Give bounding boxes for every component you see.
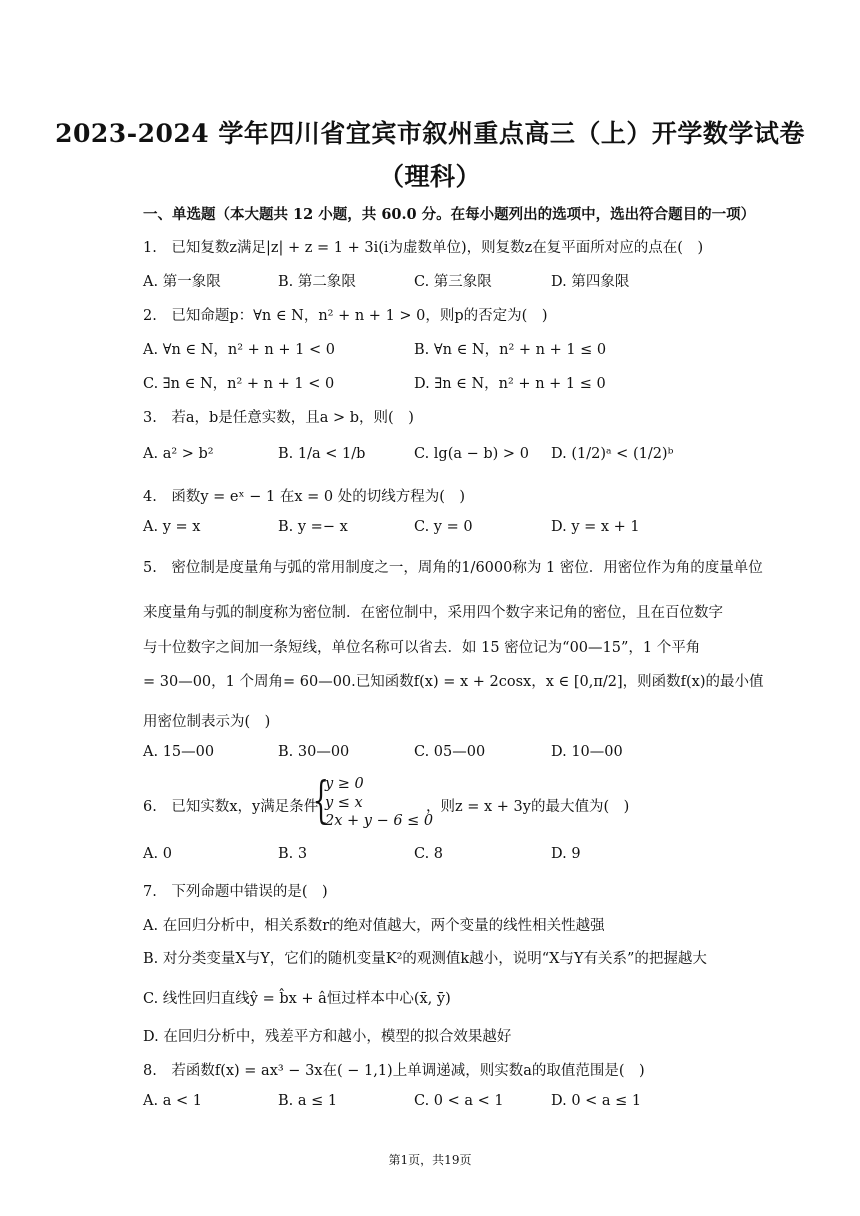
q3-option-c: C. lg(a − b) > 0 <box>414 446 529 462</box>
q5-option-d: D. 10—00 <box>551 744 623 760</box>
q1-option-a: A. 第一象限 <box>143 274 221 290</box>
q3-option-d: D. (1/2)ᵃ < (1/2)ᵇ <box>551 446 674 462</box>
question-1-stem: 1. 已知复数z满足|z| + z = 1 + 3i(i为虚数单位)，则复数z在复平面所对应的点在( ) <box>143 240 704 256</box>
question-5-line-5: 用密位制表示为( ) <box>143 714 271 730</box>
question-6-stem-left: 6. 已知实数x，y满足条件 <box>143 799 319 815</box>
q2-option-b: B. ∀n ∈ N，n² + n + 1 ≤ 0 <box>414 342 607 358</box>
q6-option-d: D. 9 <box>551 846 581 862</box>
page-footer: 第1页，共19页 <box>388 1153 472 1167</box>
q6-option-c: C. 8 <box>414 846 444 862</box>
q5-option-a: A. 15—00 <box>143 744 215 760</box>
q4-option-c: C. y = 0 <box>414 519 473 535</box>
q6-option-a: A. 0 <box>143 846 172 862</box>
q3-option-b: B. 1/a < 1/b <box>278 446 366 462</box>
q8-option-d: D. 0 < a ≤ 1 <box>551 1093 642 1109</box>
q1-option-b: B. 第二象限 <box>278 274 356 290</box>
q5-option-b: B. 30—00 <box>278 744 350 760</box>
q1-option-d: D. 第四象限 <box>551 274 630 290</box>
question-4-stem: 4. 函数y = eˣ − 1 在x = 0 处的切线方程为( ) <box>143 489 466 505</box>
q4-option-a: A. y = x <box>143 519 201 535</box>
question-5-line-2: 来度量角与弧的制度称为密位制．在密位制中，采用四个数字来记角的密位，且在百位数字 <box>143 605 723 621</box>
q5-option-c: C. 05—00 <box>414 744 486 760</box>
system-brace: { <box>313 771 329 829</box>
q6-option-b: B. 3 <box>278 846 308 862</box>
question-3-stem: 3. 若a，b是任意实数，且a > b，则( ) <box>143 410 414 426</box>
constraint-2: y ≤ x <box>325 795 363 811</box>
paper-title: 2023-2024 学年四川省宜宾市叙州重点高三（上）开学数学试卷 <box>55 119 805 148</box>
question-8-stem: 8. 若函数f(x) = ax³ − 3x在( − 1,1)上单调递减，则实数a的取值范围是( ) <box>143 1063 645 1079</box>
question-2-stem: 2. 已知命题p：∀n ∈ N，n² + n + 1 > 0，则p的否定为( ) <box>143 308 548 324</box>
section-header: 一、单选题（本大题共 12 小题，共 60.0 分。在每小题列出的选项中，选出符合题目的一项） <box>143 206 756 223</box>
q8-option-c: C. 0 < a < 1 <box>414 1093 504 1109</box>
q1-option-c: C. 第三象限 <box>414 274 492 290</box>
question-5-line-3: 与十位数字之间加一条短线，单位名称可以省去．如 15 密位记为“00—15”，1 个平角 <box>143 640 701 656</box>
q4-option-d: D. y = x + 1 <box>551 519 640 535</box>
constraint-1: y ≥ 0 <box>325 776 364 792</box>
q2-option-d: D. ∃n ∈ N，n² + n + 1 ≤ 0 <box>414 376 606 392</box>
constraint-3: 2x + y − 6 ≤ 0 <box>325 813 434 829</box>
q7-option-d: D. 在回归分析中，残差平方和越小，模型的拟合效果越好 <box>143 1029 512 1045</box>
q8-option-a: A. a < 1 <box>143 1093 202 1109</box>
q7-option-a: A. 在回归分析中，相关系数r的绝对值越大，两个变量的线性相关性越强 <box>143 918 605 934</box>
q2-option-c: C. ∃n ∈ N，n² + n + 1 < 0 <box>143 376 335 392</box>
q7-option-c: C. 线性回归直线ŷ = b̂x + â恒过样本中心(x̄, ȳ) <box>143 991 451 1007</box>
paper-subtitle: （理科） <box>378 162 481 191</box>
q3-option-a: A. a² > b² <box>143 446 214 462</box>
q2-option-a: A. ∀n ∈ N，n² + n + 1 < 0 <box>143 342 335 358</box>
q8-option-b: B. a ≤ 1 <box>278 1093 338 1109</box>
question-5-line-1: 5. 密位制是度量角与弧的常用制度之一，周角的1/6000称为 1 密位．用密位作为角的度量单位 <box>143 560 763 576</box>
q4-option-b: B. y =− x <box>278 519 348 535</box>
question-5-line-4: = 30—00，1 个周角= 60—00.已知函数f(x) = x + 2cosx，x ∈ [0,π/2]，则函数f(x)的最小值 <box>143 674 764 690</box>
question-6-stem-right: ，则z = x + 3y的最大值为( ) <box>426 799 630 815</box>
question-7-stem: 7. 下列命题中错误的是( ) <box>143 884 328 900</box>
q7-option-b: B. 对分类变量X与Y，它们的随机变量K²的观测值k越小，说明“X与Y有关系”的把握越大 <box>143 951 707 967</box>
